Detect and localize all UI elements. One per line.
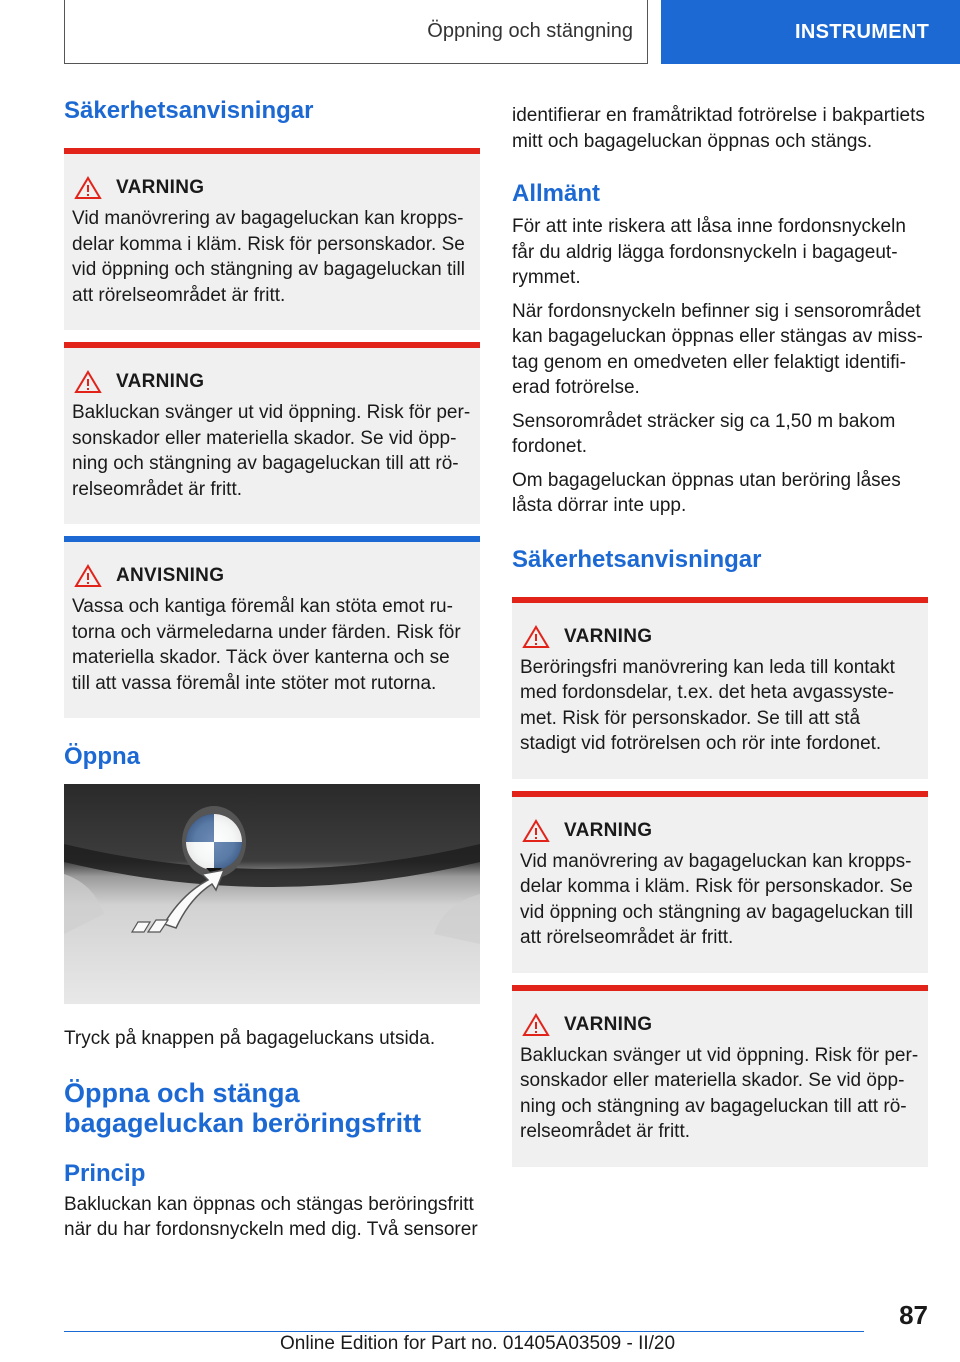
header-section-title (64, 0, 648, 64)
warning-text: Beröringsfri manövrering kan leda till kontakt med fordonsdelar, t.ex. det heta avgassystemet. Risk för personskador. Se till att stå stadigt vid fotrörelsen och rör inte fordonet. (520, 656, 895, 754)
footer-edition: Online Edition for Part no. 01405A03509 - II/20 (280, 1333, 676, 1354)
heading-safety-right: Säkerhetsanvisningar (512, 545, 762, 573)
warning-triangle-icon (522, 819, 550, 843)
open-instruction: Tryck på knappen på bagageluckans utsida. (64, 1028, 436, 1049)
warning-triangle-icon (522, 625, 550, 649)
heading-principle: Princip (64, 1159, 146, 1187)
footer-divider (64, 1331, 864, 1332)
warning-box (64, 148, 480, 330)
warning-text: Vid manövrering av bagageluckan kan kroppsdelar komma i kläm. Risk för personskador. Se vid öppning och stängning av bagageluckan till att rörelseområdet är fritt. (520, 850, 913, 948)
warning-triangle-icon (522, 1013, 550, 1037)
notice-title: ANVISNING (116, 565, 225, 586)
warning-triangle-icon (74, 176, 102, 200)
warning-text: Bakluckan svänger ut vid öppning. Risk för personskador eller materiella skador. Se vid öppning och stängning av bagageluckan till att rörelseområdet är fritt. (72, 402, 471, 500)
warning-box (64, 342, 480, 524)
heading-general: Allmänt (512, 180, 601, 207)
left-column (64, 96, 480, 1251)
warning-title: VARNING (116, 371, 205, 392)
notice-text: Vassa och kantiga föremål kan stöta emot rutorna och värmeledarna under färden. Risk för materiella skador. Täck över kanterna och se till att vassa föremål inte stöter mot rutorna. (72, 596, 461, 694)
general-paragraph: För att inte riskera att låsa inne fordonsnyckeln får du aldrig lägga fordonsnyckeln i bagageutrymmet. (512, 216, 906, 288)
warning-text: Bakluckan svänger ut vid öppning. Risk för personskador eller materiella skador. Se vid öppning och stängning av bagageluckan till att rörelseområdet är fritt. (520, 1044, 919, 1142)
general-paragraph: När fordonsnyckeln befinner sig i sensorområdet kan bagageluckan öppnas eller stängas av misstag genom en omedveten eller felaktigt identifierad fotrörelse. (512, 300, 923, 398)
general-paragraph: Sensorområdet sträcker sig ca 1,50 m bakom fordonet. (512, 410, 896, 457)
warning-text: Vid manövrering av bagageluckan kan kroppsdelar komma i kläm. Risk för personskador. Se vid öppning och stängning av bagageluckan till att rörelseområdet är fritt. (72, 208, 465, 306)
section-title: Öppning och stängning (427, 20, 633, 42)
principle-text: Bakluckan kan öppnas och stängas beröringsfritt när du har fordonsnyckeln med dig. Två sensorer (64, 1193, 478, 1240)
notice-box (64, 536, 480, 718)
header-chapter-tab[interactable] (661, 0, 960, 64)
general-paragraph: Om bagageluckan öppnas utan beröring låses låsta dörrar inte upp. (512, 469, 901, 516)
heading-open: Öppna (64, 743, 140, 770)
page-number: 87 (899, 1300, 928, 1330)
warning-box (512, 985, 928, 1167)
continued-text: identifierar en framåtriktad fotrörelse i bakpartiets mitt och bagageluckan öppnas och stängs. (512, 105, 925, 152)
warning-title: VARNING (564, 1013, 653, 1035)
chapter-title: INSTRUMENT (795, 20, 930, 43)
warning-box (512, 597, 928, 779)
heading-safety-left: Säkerhetsanvisningar (64, 97, 314, 124)
warning-title: VARNING (116, 177, 205, 198)
warning-box (512, 791, 928, 973)
warning-title: VARNING (564, 819, 653, 841)
trunk-button-photo (64, 784, 480, 1004)
warning-title: VARNING (564, 625, 653, 647)
notice-triangle-icon (74, 564, 102, 588)
right-column (512, 103, 928, 1179)
warning-triangle-icon (74, 370, 102, 394)
heading-touchless: Öppna och stänga bagageluckan beröringsfritt (64, 1077, 422, 1138)
